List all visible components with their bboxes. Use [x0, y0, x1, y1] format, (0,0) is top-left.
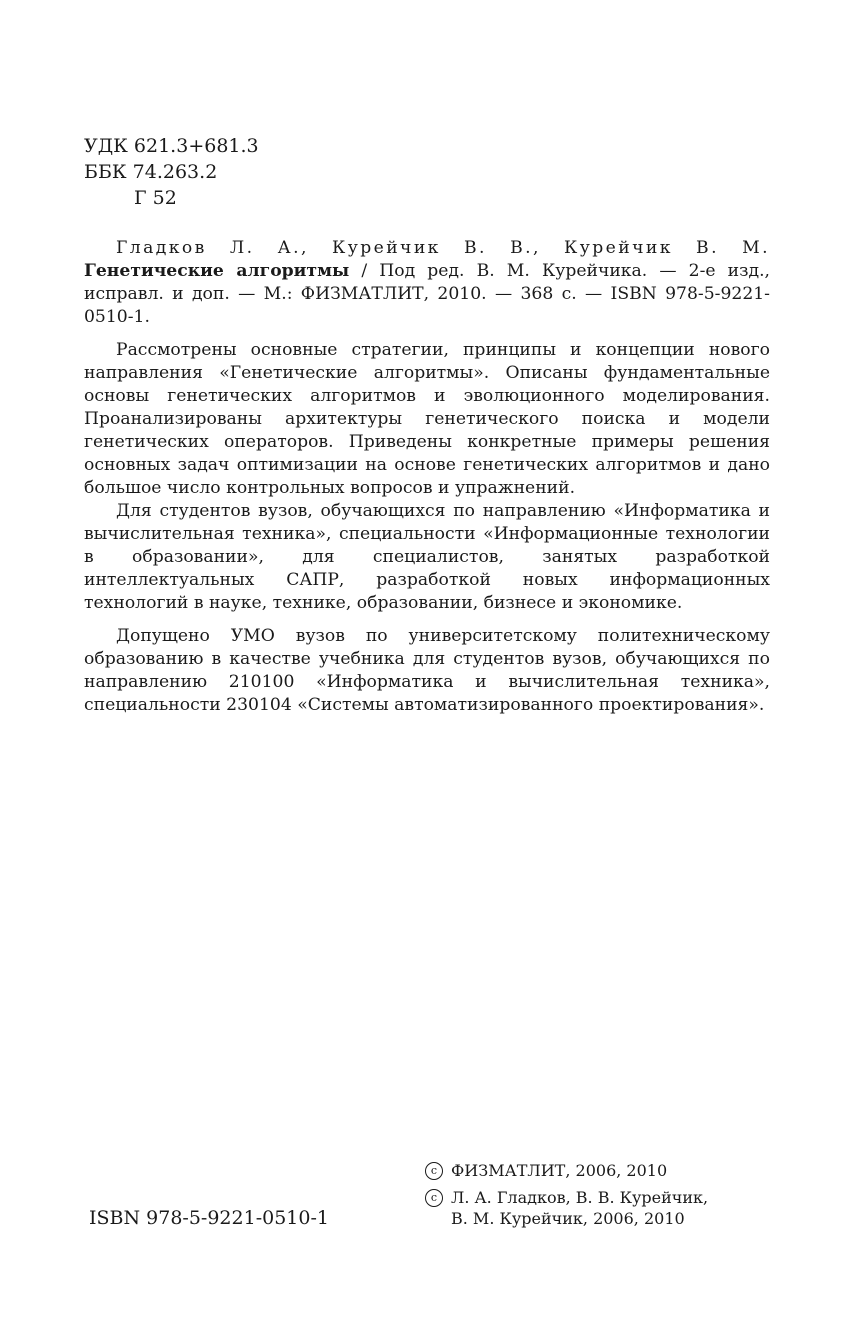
bbk-code: ББК 74.263.2: [84, 161, 218, 183]
isbn: ISBN 978-5-9221-0510-1: [89, 1207, 329, 1229]
copyright-publisher: [425, 1160, 708, 1181]
approval-paragraph: Допущено УМО вузов по университетскому политехническому образованию в качестве учебника для студентов вузов, обучающихся по направлению 210100 «Информатика и вычислительная техника», специальности 230104 «Системы автоматизированного проектирования».: [84, 626, 770, 715]
audience-paragraph: Для студентов вузов, обучающихся по направлению «Информатика и вычислительная техника», специальности «Информационные технологии в образовании», для специалистов, занятых разработкой интеллектуальных САПР, разработкой новых информационных технологий в науке, технике, образовании, бизнесе и экономике.: [84, 501, 770, 613]
copyright-authors: [425, 1187, 708, 1229]
udk-code: УДК 621.3+681.3: [84, 135, 259, 157]
copyright-publisher-text: ФИЗМАТЛИТ, 2006, 2010: [451, 1161, 668, 1180]
copyright-icon: c: [425, 1162, 443, 1180]
annotation-paragraph: Рассмотрены основные стратегии, принципы и концепции нового направления «Генетические алгоритмы». Описаны фундаментальные основы генетических алгоритмов и эволюционного моделирования. Проанализированы архитектуры генетического поиска и модели генетических операторов. Приведены конкретные примеры решения основных задач оптимизации на основе генетических алгоритмов и дано большое число контрольных вопросов и упражнений.: [84, 340, 770, 498]
authors: Гладков Л. А., Курейчик В. В., Курейчик В. М.: [116, 238, 770, 258]
copyright-authors-line2: В. М. Курейчик, 2006, 2010: [451, 1209, 685, 1228]
bibliographic-record: [84, 237, 770, 329]
copyright-block: [425, 1160, 708, 1235]
main-text: [84, 237, 770, 717]
copyright-icon: c: [425, 1189, 443, 1207]
book-title: Генетические алгоритмы: [84, 261, 350, 281]
classification-codes: [84, 133, 259, 211]
bibliographic-details: / Под ред. В. М. Курейчика. — 2-е изд., исправл. и доп. — М.: ФИЗМАТЛИТ, 2010. — 368 с. — ISBN 978-5-9221-0510-1.: [84, 261, 771, 327]
author-mark: Г 52: [134, 187, 177, 209]
copyright-authors-line1: Л. А. Гладков, В. В. Курейчик,: [451, 1188, 709, 1207]
